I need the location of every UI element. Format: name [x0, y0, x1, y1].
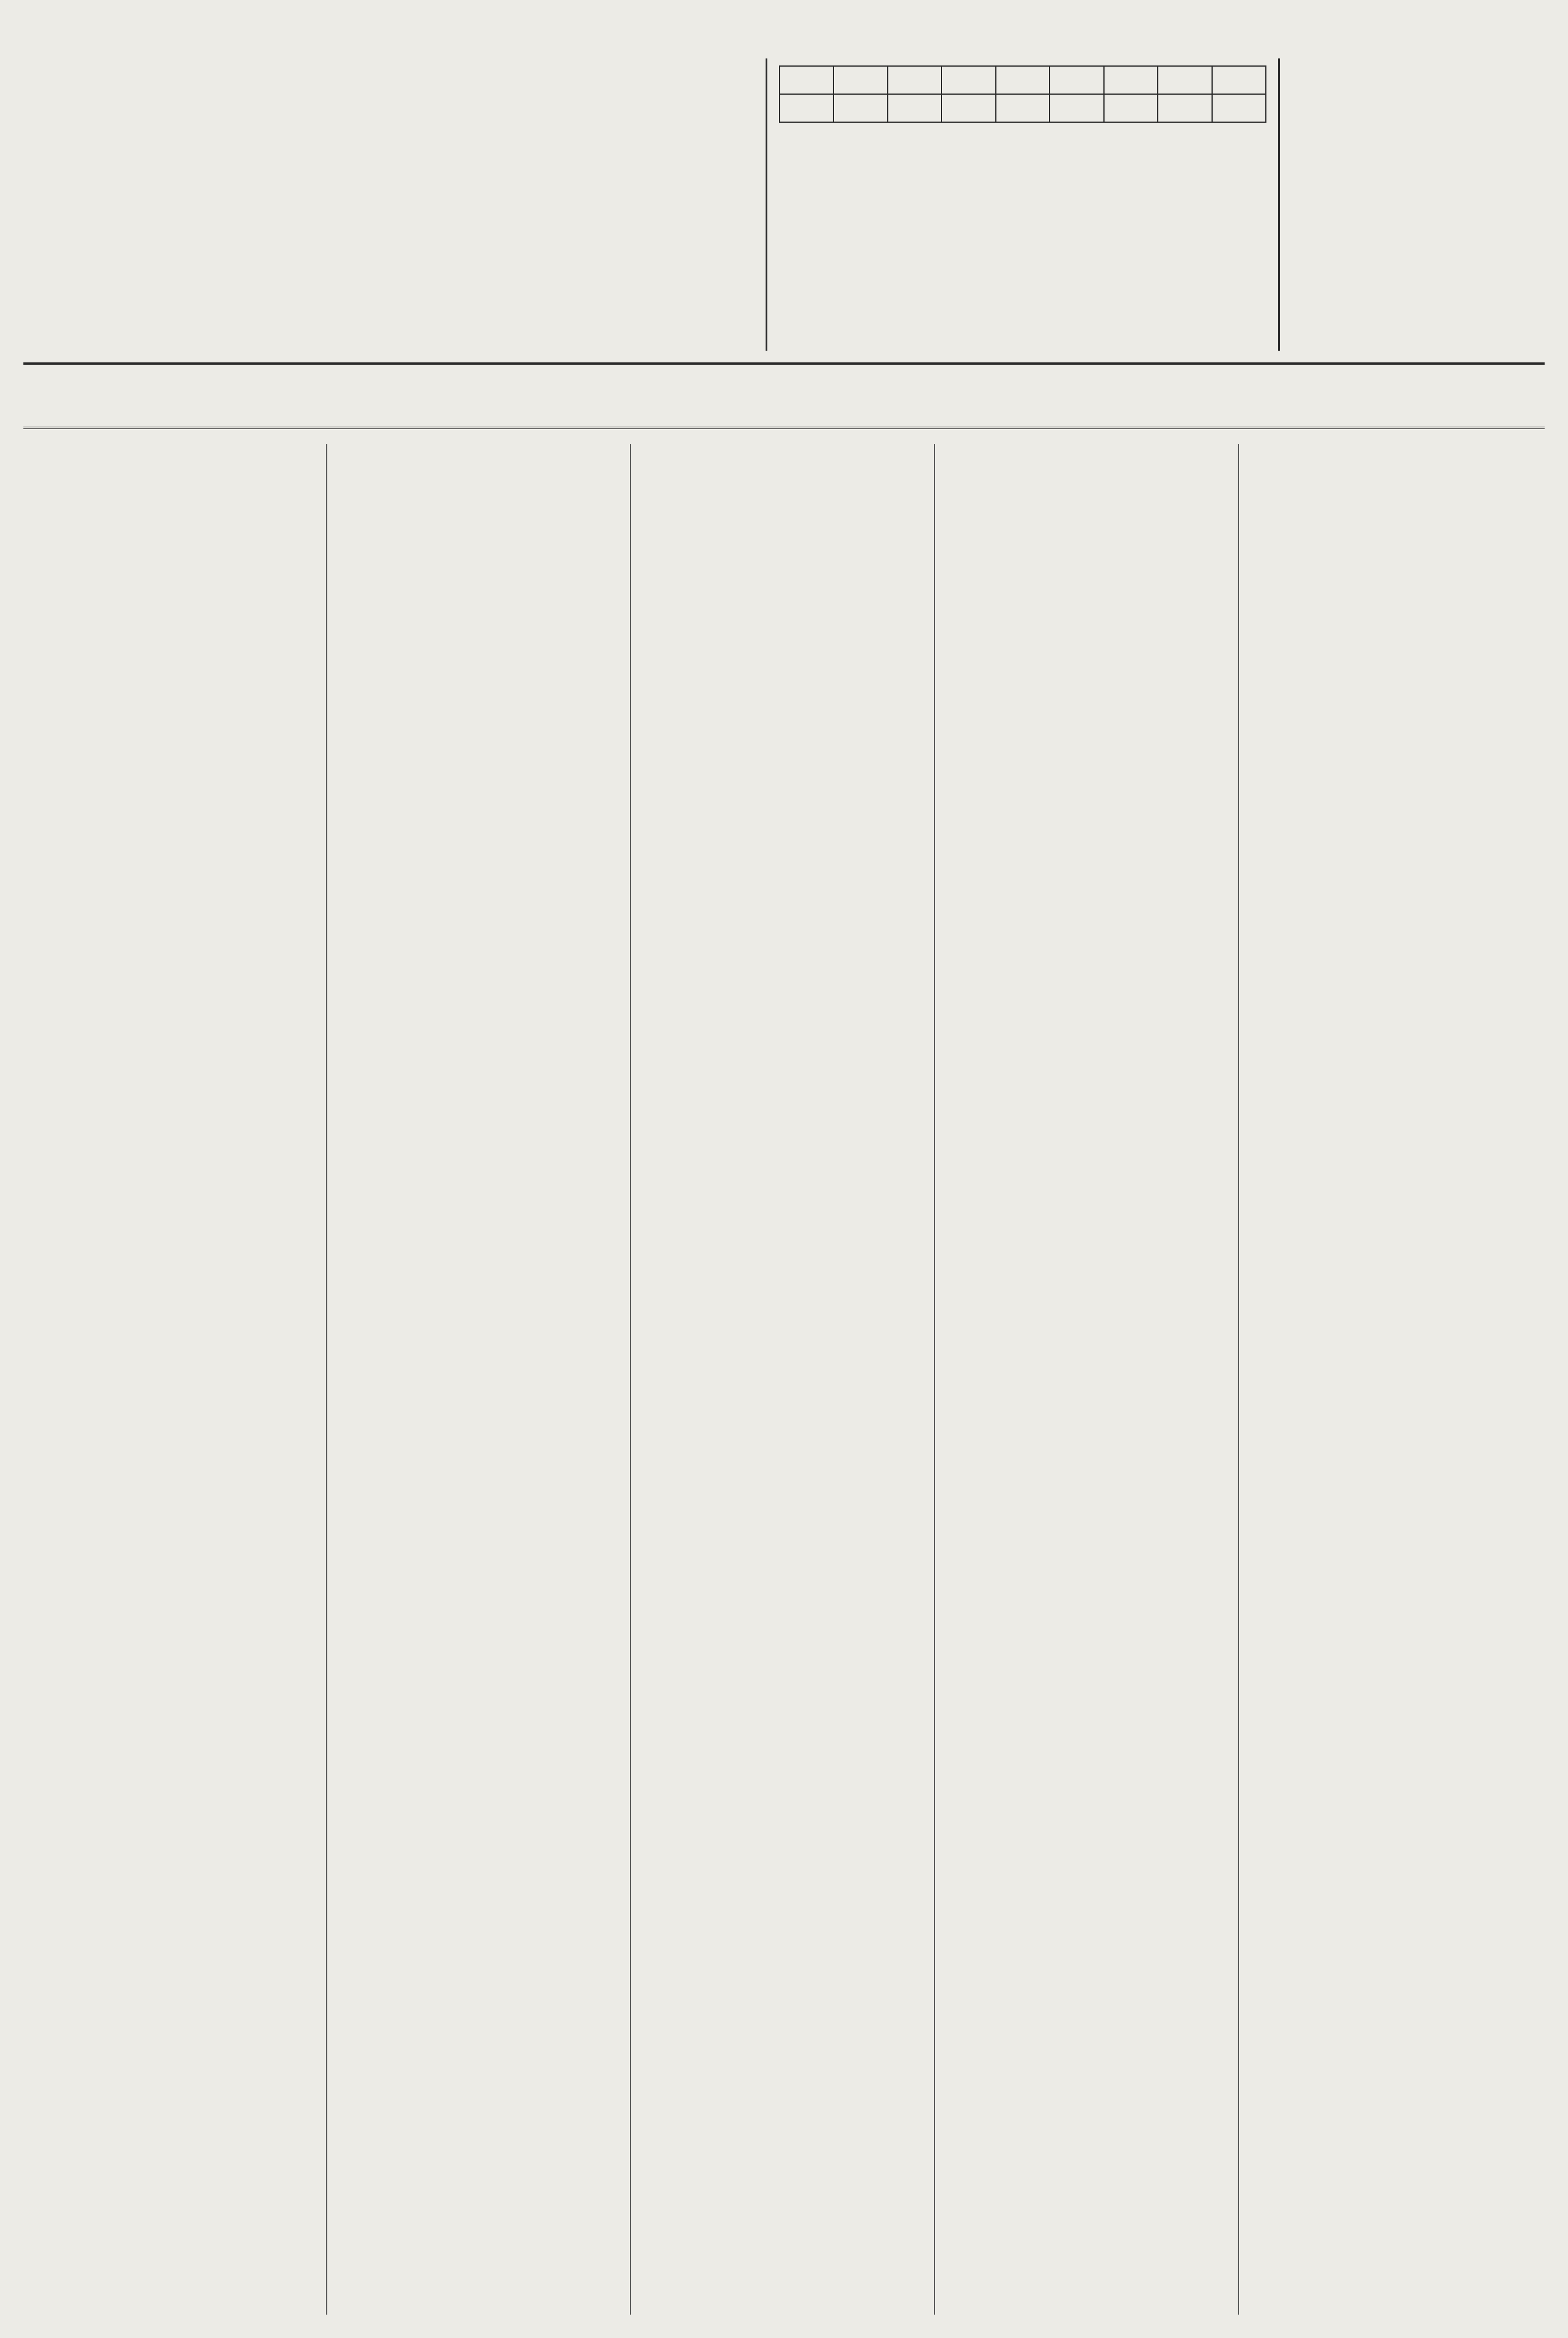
article-block	[335, 587, 622, 642]
article-text	[32, 478, 318, 499]
article-heading	[32, 444, 318, 472]
article-block	[32, 943, 318, 998]
article-text	[943, 549, 1230, 570]
subscription-cell	[780, 66, 833, 94]
article-text	[335, 549, 622, 570]
masthead	[23, 35, 1545, 365]
newspaper-logo	[35, 35, 760, 351]
article-block	[32, 729, 318, 784]
subscription-cell	[833, 66, 887, 94]
article-text	[32, 763, 318, 784]
article-text	[32, 835, 318, 856]
subscription-cell	[942, 94, 995, 122]
article-block	[32, 444, 318, 499]
article-block	[639, 444, 926, 499]
column-2	[327, 444, 631, 2315]
article-heading	[32, 943, 318, 971]
article-text	[943, 478, 1230, 499]
column-3	[631, 444, 935, 2315]
column-1	[23, 444, 327, 2315]
article-text	[639, 478, 926, 499]
article-heading	[32, 658, 318, 686]
article-text	[335, 478, 622, 499]
subscription-cell	[1212, 94, 1266, 122]
article-text	[1247, 478, 1535, 499]
article-block	[32, 516, 318, 570]
article-block	[32, 872, 318, 927]
article-block	[32, 801, 318, 856]
subscription-cell	[1158, 94, 1212, 122]
article-block	[1247, 516, 1535, 570]
article-text	[32, 692, 318, 713]
article-block	[335, 516, 622, 570]
issue-line	[23, 374, 1545, 429]
article-heading	[943, 444, 1230, 472]
article-block	[1247, 444, 1535, 499]
article-heading	[32, 516, 318, 544]
article-block	[335, 444, 622, 499]
article-heading	[32, 872, 318, 900]
article-text	[335, 621, 622, 642]
article-block	[943, 444, 1230, 499]
article-heading	[639, 444, 926, 472]
subscription-header-row	[780, 66, 1266, 94]
article-heading	[639, 516, 926, 544]
article-columns	[23, 444, 1545, 2315]
article-heading	[943, 516, 1230, 544]
article-heading	[335, 444, 622, 472]
article-block	[32, 587, 318, 642]
subscription-cell	[996, 66, 1050, 94]
subscription-cell	[780, 94, 833, 122]
article-block	[639, 516, 926, 570]
subscription-cell	[833, 94, 887, 122]
subscription-cell	[1158, 66, 1212, 94]
ad-and-price-box	[1292, 58, 1545, 351]
subscription-cell	[888, 94, 942, 122]
subscription-cell	[1050, 94, 1103, 122]
article-heading	[32, 587, 318, 615]
article-text	[639, 549, 926, 570]
column-4	[935, 444, 1239, 2315]
subscription-cell	[1104, 94, 1158, 122]
article-text	[1247, 549, 1535, 570]
subscription-cell	[1050, 66, 1103, 94]
article-heading	[32, 729, 318, 758]
article-heading	[32, 801, 318, 829]
column-5	[1239, 444, 1543, 2315]
subscription-table	[779, 65, 1266, 123]
subscription-cell	[996, 94, 1050, 122]
article-text	[32, 906, 318, 927]
subscription-cell	[888, 66, 942, 94]
article-text	[32, 549, 318, 570]
article-heading	[1247, 444, 1535, 472]
subscription-cell	[1212, 66, 1266, 94]
article-text	[32, 977, 318, 998]
article-heading	[1247, 516, 1535, 544]
article-text	[32, 621, 318, 642]
subscription-cell	[1104, 66, 1158, 94]
article-heading	[335, 587, 622, 615]
subscription-price-row	[780, 94, 1266, 122]
article-block	[32, 658, 318, 713]
article-heading	[335, 516, 622, 544]
subscription-box	[766, 58, 1280, 351]
article-block	[943, 516, 1230, 570]
subscription-cell	[942, 66, 995, 94]
